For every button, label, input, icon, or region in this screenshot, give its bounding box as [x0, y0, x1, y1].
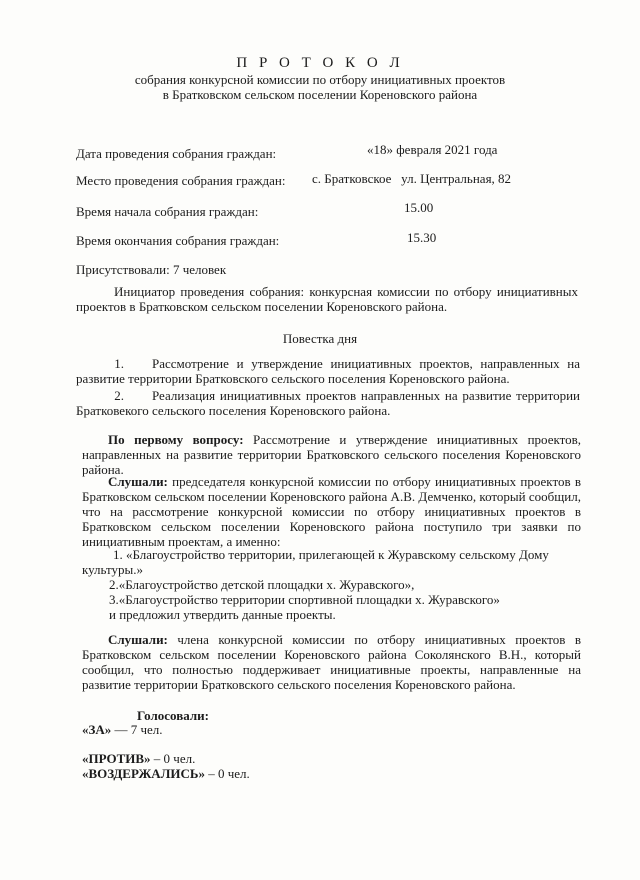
- start-time-value: 15.00: [404, 200, 434, 215]
- header: [0, 54, 640, 102]
- vote-against-value: – 0 чел.: [153, 751, 196, 766]
- end-time-label: Время окончания собрания граждан:: [76, 233, 280, 248]
- place-label: Место проведения собрания граждан:: [76, 173, 286, 188]
- agenda-item-1-number: 1.: [114, 356, 124, 371]
- heard-2-text: члена конкурсной комиссии по отбору инициативных проектов в Братковском сельском поселении Кореновского района Соколянского В.Н., который сообщил, что полностью поддерживает инициативные проекты, направленные на развитие территории Братковского сельского поселения Кореновского района.: [82, 632, 581, 692]
- heard-1-text: председателя конкурсной комиссии по отбору инициативных проектов в Братковском сельском поселении Кореновского района А.В. Демченко, который сообщил, что на рассмотрение конкурсной комиссии по отбору инициативных проектов в Братковском сельском поселении Кореновского района поступило три заявки по инициативным проектам, а именно:: [82, 474, 581, 549]
- document-title: П Р О Т О К О Л: [236, 55, 404, 71]
- document-subtitle-line1: собрания конкурсной комиссии по отбору инициативных проектов: [134, 72, 506, 87]
- vote-against-label: «ПРОТИВ»: [82, 751, 151, 766]
- project-1-line1: 1. «Благоустройство территории, прилегающей к Журавскому сельскому Дому: [113, 547, 549, 562]
- first-question-text: Рассмотрение и утверждение инициативных проектов, направленных на развитие территории Братковского сельского поселения Кореновского района.: [82, 432, 582, 477]
- agenda-heading: Повестка дня: [282, 331, 358, 346]
- date-value: «18» февраля 2021 года: [367, 142, 498, 157]
- agenda-item-1: [76, 356, 580, 386]
- document-subtitle-line2: в Братковском сельском поселении Кореновского района: [162, 87, 478, 102]
- initiator-paragraph: Инициатор проведения собрания: конкурсная комиссии по отбору инициативных проектов в Братковском сельском поселении Кореновского района.: [76, 284, 578, 314]
- voting-label: Голосовали:: [137, 708, 209, 723]
- heard-1-label: Слушали:: [108, 474, 168, 489]
- place-value: с. Братковское ул. Центральная, 82: [312, 171, 512, 186]
- project-2: 2.«Благоустройство детской площадки х. Журавского»,: [109, 577, 415, 592]
- heard-1-paragraph: [82, 474, 581, 549]
- vote-abstain-value: – 0 чел.: [208, 766, 250, 781]
- end-time-value: 15.30: [407, 230, 437, 245]
- vote-for: [82, 722, 163, 737]
- first-question-paragraph: [82, 432, 581, 477]
- project-3: 3.«Благоустройство территории спортивной площадки х. Журавского»: [109, 592, 500, 607]
- proposal-line: и предложил утвердить данные проекты.: [109, 607, 336, 622]
- vote-against: [82, 751, 195, 766]
- project-1-line2: культуры.»: [82, 562, 143, 577]
- agenda-item-1-text: Рассмотрение и утверждение инициативных проектов, направленных на развитие территории Братковского сельского поселения Кореновского района.: [76, 356, 580, 386]
- agenda-item-2: [76, 388, 580, 418]
- first-question-label: По первому вопросу:: [108, 432, 244, 447]
- start-time-label: Время начала собрания граждан:: [76, 204, 259, 219]
- present-count: Присутствовали: 7 человек: [76, 262, 227, 277]
- agenda-item-2-text: Реализация инициативных проектов направленных на развитие территории Братковекого сельского поселения Кореновского района.: [76, 388, 580, 418]
- vote-abstain-label: «ВОЗДЕРЖАЛИСЬ»: [82, 766, 205, 781]
- heard-2-paragraph: [82, 632, 581, 692]
- vote-abstain: [82, 766, 250, 781]
- vote-for-value: — 7 чел.: [114, 722, 163, 737]
- vote-for-label: «ЗА»: [82, 722, 112, 737]
- date-label: Дата проведения собрания граждан:: [76, 146, 277, 161]
- heard-2-label: Слушали:: [108, 632, 168, 647]
- agenda-item-2-number: 2.: [114, 388, 124, 403]
